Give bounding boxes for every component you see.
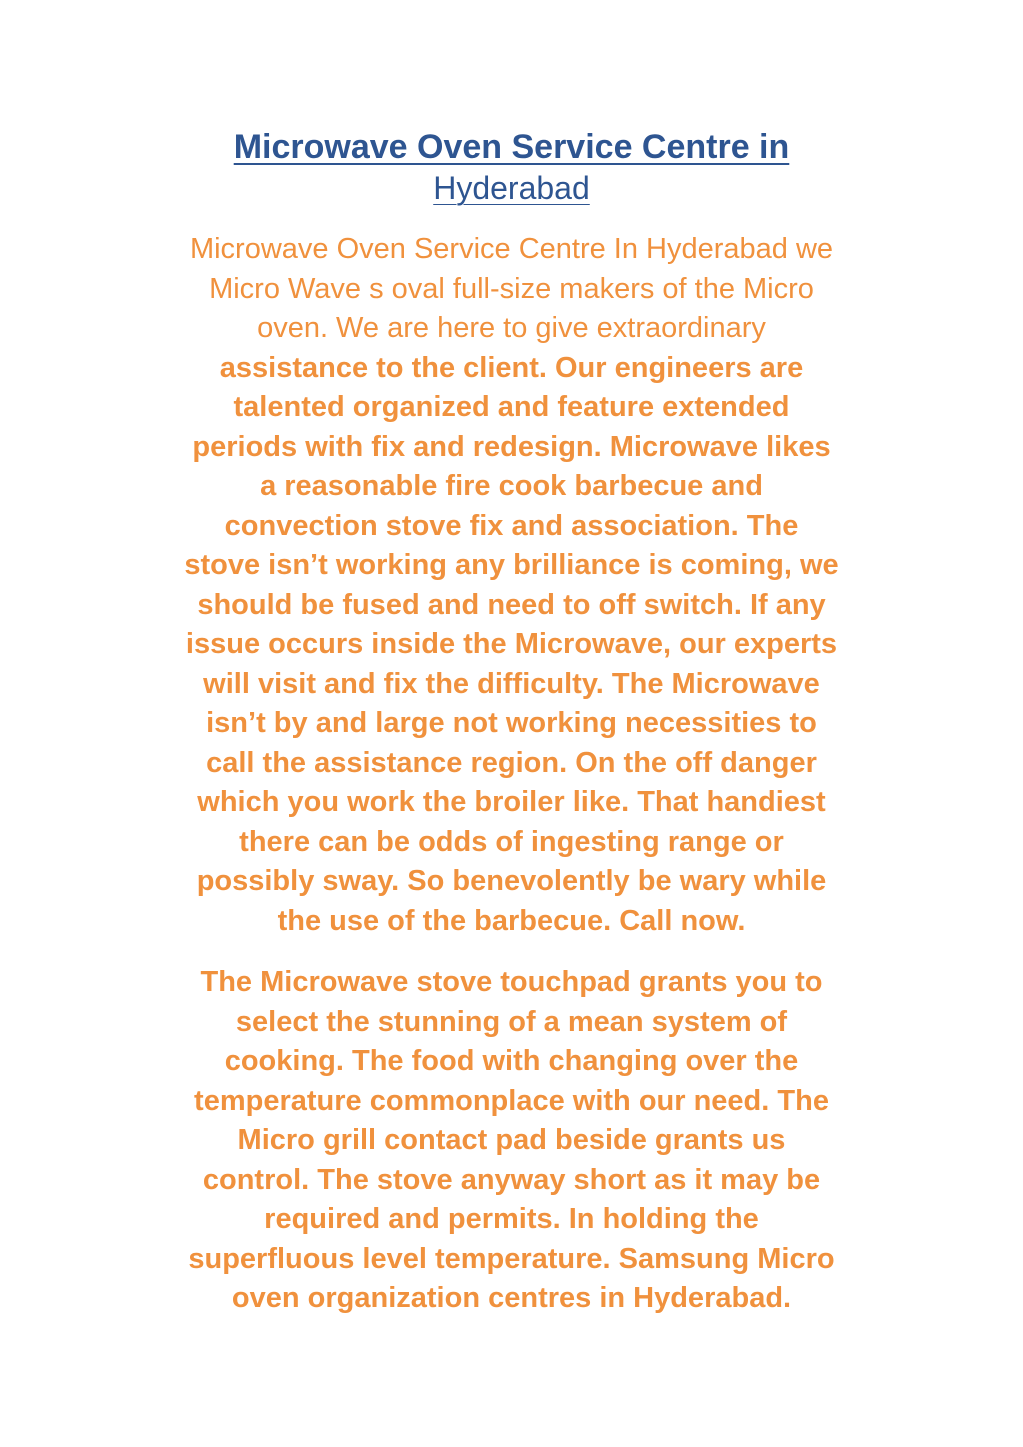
paragraph-line: a reasonable fire cook barbecue and <box>260 470 763 502</box>
paragraph-line: convection stove fix and association. The <box>224 509 799 542</box>
paragraph-line: call the assistance region. On the off danger <box>206 746 817 779</box>
paragraph-line: which you work the broiler like. That handiest <box>197 786 826 818</box>
page-title-link[interactable]: Microwave Oven Service Centre in <box>233 128 790 166</box>
paragraph-line: the use of the barbecue. Call now. <box>277 904 746 937</box>
paragraph-line: talented organized and feature extended <box>233 391 790 423</box>
paragraph-line: Microwave Oven Service Centre In Hyderabad we <box>189 233 834 265</box>
paragraph-line: select the stunning of a mean system of <box>235 1005 788 1038</box>
paragraph-line: temperature commonplace with our need. The <box>194 1084 829 1117</box>
paragraph-line: superfluous level temperature. Samsung Micro <box>188 1242 835 1275</box>
paragraph-2 <box>100 963 923 1319</box>
paragraph-line: issue occurs inside the Microwave, our experts <box>185 628 838 660</box>
paragraph-line: will visit and fix the difficulty. The Microwave <box>203 667 820 700</box>
paragraph-line: required and permits. In holding the <box>264 1203 759 1235</box>
paragraph-line: oven. We are here to give extraordinary <box>257 312 766 344</box>
paragraph-line: Micro grill contact pad beside grants us <box>237 1124 786 1156</box>
paragraph-line: oven organization centres in Hyderabad. <box>231 1282 792 1314</box>
paragraph-line: stove isn’t working any brilliance is coming, we <box>184 549 839 581</box>
paragraph-line: Micro Wave s oval full-size makers of the Micro <box>209 272 814 305</box>
paragraph-line: cooking. The food with changing over the <box>224 1045 799 1077</box>
page-subtitle-link[interactable]: Hyderabad <box>433 170 590 206</box>
paragraph-line: there can be odds of ingesting range or <box>239 825 784 858</box>
title-block <box>0 126 1023 208</box>
paragraph-line: The Microwave stove touchpad grants you to <box>200 966 823 998</box>
paragraph-line: periods with fix and redesign. Microwave likes <box>192 430 831 463</box>
paragraph-line: isn’t by and large not working necessities to <box>206 707 817 739</box>
paragraph-line: control. The stove anyway short as it may be <box>202 1163 821 1196</box>
paragraph-1 <box>100 230 923 941</box>
paragraph-line: possibly sway. So benevolently be wary while <box>196 865 827 897</box>
paragraph-line: assistance to the client. Our engineers are <box>219 351 804 384</box>
paragraph-line: should be fused and need to off switch. If any <box>197 588 826 621</box>
